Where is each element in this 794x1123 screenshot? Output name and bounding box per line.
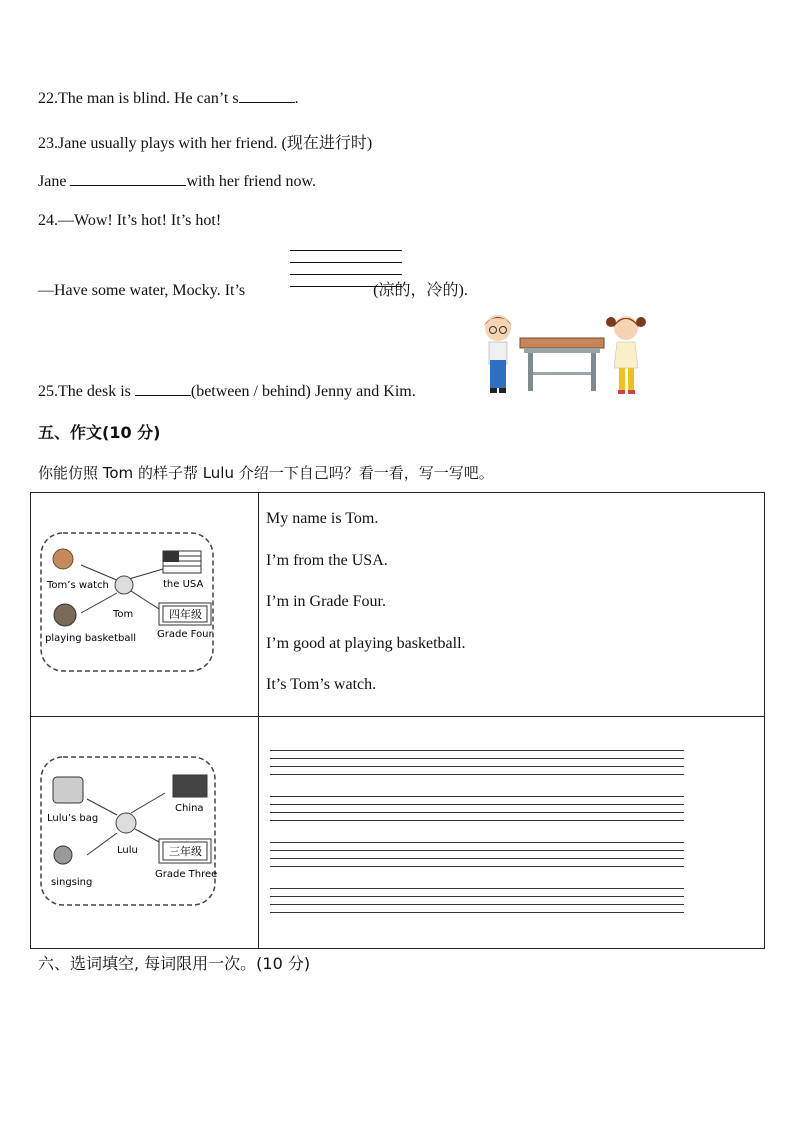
sentence-3: I’m in Grade Four. bbox=[266, 593, 386, 610]
basketball-icon bbox=[54, 604, 76, 626]
sentence-5: It’s Tom’s watch. bbox=[266, 676, 377, 693]
sentence-1: My name is Tom. bbox=[266, 510, 379, 527]
tom-mindmap-cell bbox=[31, 493, 259, 717]
writing-lines-4[interactable] bbox=[270, 888, 684, 913]
map-label-hobby: singsing bbox=[51, 877, 93, 888]
tom-mind-map bbox=[31, 493, 258, 711]
question-number: 23. bbox=[38, 135, 58, 152]
section-5-title: 五、作文(10 分) bbox=[38, 423, 161, 442]
map-label-center: Tom bbox=[113, 609, 134, 620]
lulu-mind-map bbox=[31, 717, 258, 943]
map-label-center: Lulu bbox=[117, 845, 138, 856]
question-24-reply: —Have some water, Mocky. It’s (凉的，冷的). bbox=[38, 282, 468, 299]
question-text: The man is blind. He can’t s bbox=[58, 90, 239, 107]
section-5-instruction: 你能仿照 Tom 的样子帮 Lulu 介绍一下自己吗？看一看，写一写吧。 bbox=[38, 464, 494, 482]
question-number: 24. bbox=[38, 212, 58, 229]
answer-blank[interactable] bbox=[70, 171, 186, 186]
question-24: 24.—Wow! It’s hot! It’s hot! bbox=[38, 212, 222, 229]
section-6-title: 六、选词填空, 每词限用一次。(10 分) bbox=[38, 954, 311, 973]
lulu-mindmap-cell bbox=[31, 717, 259, 949]
map-label-watch: Tom’s watch bbox=[47, 580, 109, 591]
map-label-country: China bbox=[175, 803, 204, 814]
girl-figure bbox=[606, 316, 646, 394]
question-25: 25.The desk is (between / behind) Jenny and Kim. bbox=[38, 383, 416, 400]
singing-girl-icon bbox=[54, 846, 72, 864]
writing-lines-2[interactable] bbox=[270, 796, 684, 821]
desk-figure bbox=[520, 338, 604, 391]
map-label-grade: Grade Four bbox=[157, 629, 213, 640]
map-label-bag: Lulu’s bag bbox=[47, 813, 99, 824]
lulu-writing-cell[interactable] bbox=[259, 717, 765, 949]
china-flag-icon bbox=[173, 775, 207, 797]
desk-illustration bbox=[478, 312, 653, 398]
question-text: Jane usually plays with her friend. (现在进行时) bbox=[58, 135, 373, 152]
sentence-2: I’m from the USA. bbox=[266, 551, 388, 569]
question-22: 22.The man is blind. He can’t s . bbox=[38, 90, 299, 107]
writing-lines-1[interactable] bbox=[270, 750, 684, 775]
map-grade-sign: 四年级 bbox=[169, 608, 202, 621]
question-23-answer-line: Jane with her friend now. bbox=[38, 173, 317, 190]
map-label-grade: Grade Three bbox=[155, 869, 218, 880]
question-number: 22. bbox=[38, 90, 58, 107]
bag-icon bbox=[53, 777, 83, 803]
question-number: 25. bbox=[38, 383, 58, 400]
watch-icon bbox=[53, 549, 73, 569]
map-label-country: the USA bbox=[163, 579, 204, 590]
map-label-hobby: playing basketball bbox=[45, 633, 137, 644]
tom-sentences-cell bbox=[259, 493, 765, 717]
sentence-4: I’m good at playing basketball. bbox=[266, 634, 466, 652]
question-23 bbox=[38, 130, 372, 153]
answer-blank[interactable] bbox=[239, 88, 295, 103]
answer-blank[interactable] bbox=[135, 381, 191, 396]
map-grade-sign: 三年级 bbox=[169, 845, 202, 858]
writing-lines-3[interactable] bbox=[270, 842, 684, 867]
boy-avatar-icon bbox=[115, 576, 133, 594]
girl-avatar-icon bbox=[116, 813, 136, 833]
composition-table bbox=[30, 492, 765, 949]
boy-figure bbox=[484, 315, 512, 393]
